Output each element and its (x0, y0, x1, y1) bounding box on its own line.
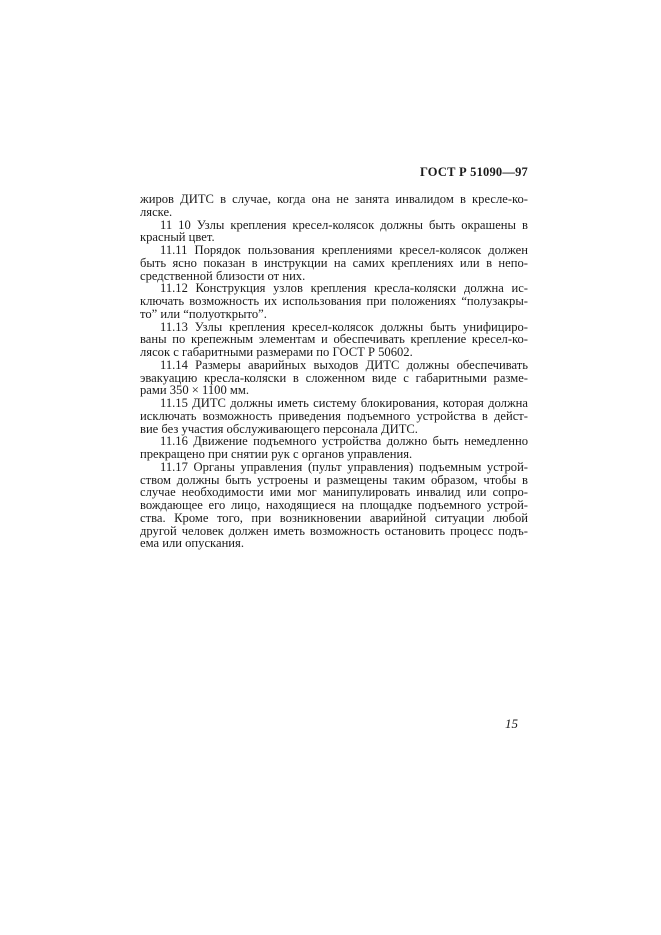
text-line: исключать возможность приведения подъемного устройства в дейст- (140, 408, 528, 423)
text-line: то” или “полуоткрыто”. (140, 306, 267, 321)
standard-code-header: ГОСТ Р 51090—97 (419, 165, 528, 179)
text-line: красный цвет. (140, 230, 215, 245)
page-number: 15 (505, 716, 518, 731)
text-line: ства. Кроме того, при возникновении аварийной ситуации любой (140, 510, 528, 525)
text-line: прекращено при снятии рук с органов управления. (140, 447, 413, 461)
text-line: жиров ДИТС в случае, когда она не занята инвалидом в кресле-ко- (140, 192, 528, 206)
text-line: 11.16 Движение подъемного устройства должно быть немедленно (160, 434, 528, 449)
text-line: 11 10 Узлы крепления кресел-колясок должны быть окрашены в (160, 217, 528, 232)
text-line: средственной близости от них. (140, 268, 306, 283)
text-line: эвакуацию кресла-коляски в сложенном виде с габаритными разме- (140, 370, 528, 385)
text-line: случае необходимости ими мог манипулировать инвалид или сопро- (140, 485, 528, 500)
text-line: 11.15 ДИТС должны иметь систему блокирования, которая должна (160, 396, 528, 410)
text-line: 11.13 Узлы крепления кресел-колясок должны быть унифициро- (160, 319, 528, 334)
text-line: рами 350 × 1100 мм. (140, 383, 249, 398)
text-line: 11.17 Органы управления (пульт управления) подъемным устрой- (160, 459, 528, 474)
text-line: быть ясно показан в инструкции на самих креплениях или в непо- (140, 255, 528, 270)
text-line: 11.12 Конструкция узлов крепления кресла-коляски должна ис- (160, 281, 528, 296)
text-line: ваны по крепежным элементам и обеспечивать крепление кресел-ко- (140, 332, 528, 347)
text-line: лясок с габаритными размерами по ГОСТ Р 50602. (140, 345, 413, 359)
text-line: другой человек должен иметь возможность остановить процесс подъ- (140, 523, 528, 538)
text-line: вождающее его лицо, находящиеся на площадке подъемного устрой- (140, 498, 528, 512)
text-line: ключать возможность их использования при положениях “полузакры- (140, 294, 528, 308)
text-line: вие без участия обслуживающего персонала ДИТС. (140, 421, 418, 436)
text-line: 11.11 Порядок пользования креплениями кресел-колясок должен (160, 243, 528, 257)
text-line: ема или опускания. (140, 536, 244, 551)
text-line: 11.14 Размеры аварийных выходов ДИТС должны обеспечивать (160, 357, 528, 372)
body-text (140, 193, 528, 550)
text-line: ством должны быть устроены и размещены таким образом, чтобы в (140, 472, 528, 487)
text-line: ляске. (140, 204, 173, 219)
